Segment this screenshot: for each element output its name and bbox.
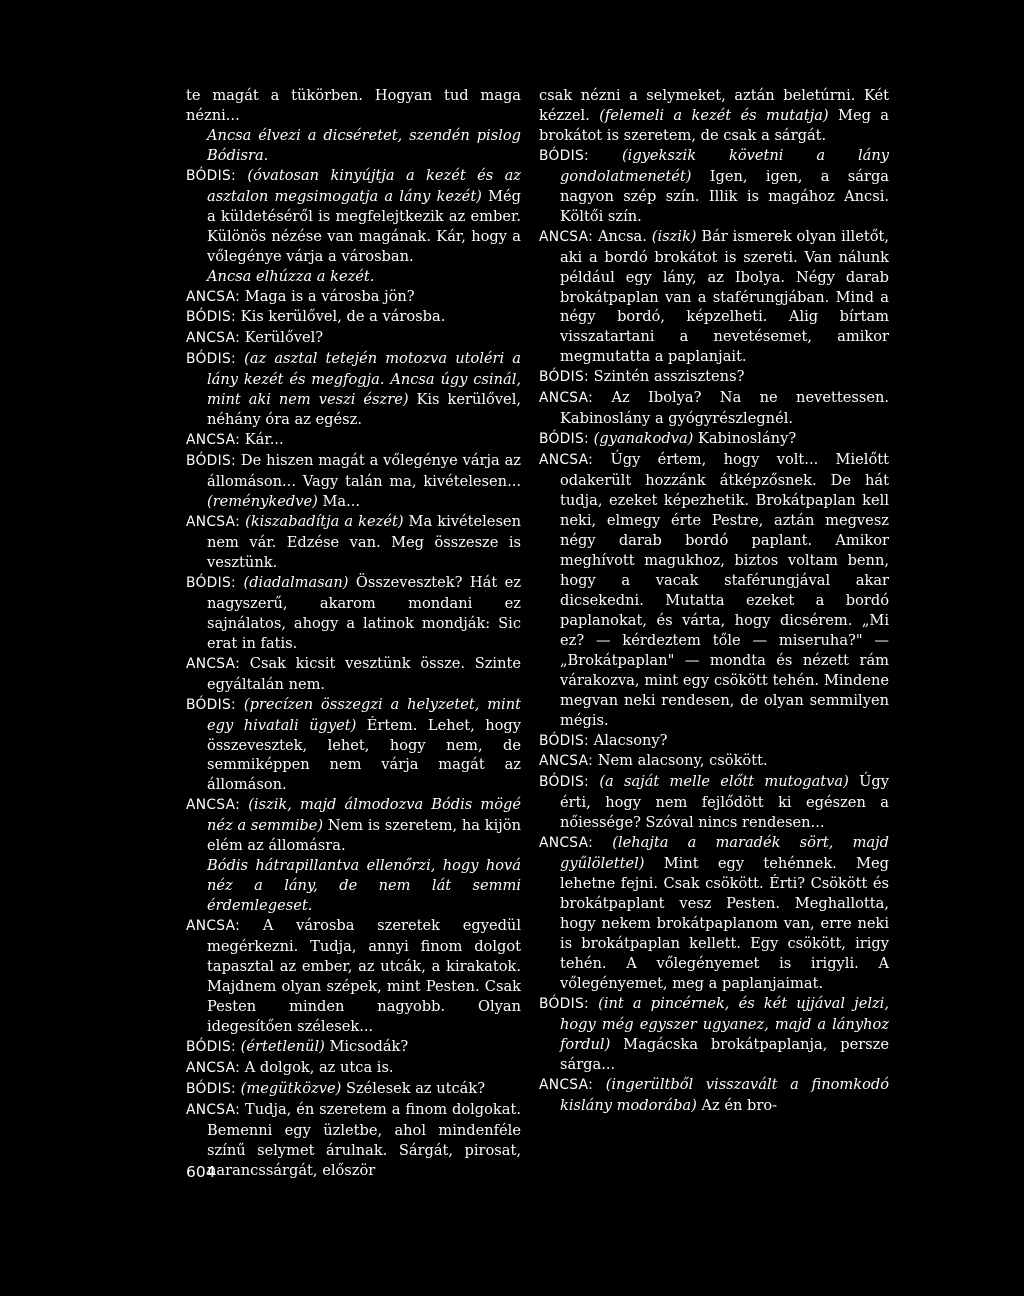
stage-note: (iszik) [651,227,697,245]
speaker-name: ANCSA: [186,918,263,935]
spoken-text: Szélesek az utcák? [341,1079,486,1097]
dialogue-line [186,430,521,451]
speaker-name: ANCSA: [186,288,245,305]
spoken-text: Az én bro- [696,1096,778,1114]
speaker-name: BÓDIS: [186,351,245,368]
spoken-text: A dolgok, az utca is. [244,1058,394,1076]
speaker-name: BÓDIS: [539,369,594,386]
stage-note: Bódis hátrapillantva ellenőrzi, hogy hová néz a lány, de nem lát semmi érdemlegeset. [207,857,521,915]
speaker-name: ANCSA: [186,432,245,449]
spoken-text: A városba szeretek egyedül megérkezni. Tudja, annyi finom dolgot tapasztal az ember, az utcák, a kirakatok. Majdnem olyan szépek, mint Pesten. Csak Pesten minden nagyobb. Olyan idegesítően szélesek... [207,917,521,1035]
stage-direction [186,267,521,287]
dialogue-line [186,1058,521,1079]
spoken-text: Értem. Lehet, hogy összevesztek, lehet, hogy nem, de semmiképpen nem várja magát az állomáson. [207,716,522,794]
spoken-text: Még a küldetéséről is megfelejtkezik az ember. Különös nézése van magának. Kár, hogy a vőlegénye várja a városban. [207,187,521,265]
stage-note: Ancsa élvezi a dicséretet, szendén pislog Bódisra. [207,126,521,164]
speaker-name: ANCSA: [539,452,611,469]
speaker-name: ANCSA: [186,797,249,814]
speaker-name: BÓDIS: [539,774,600,791]
spoken-text: Csak kicsit vesztünk össze. Szinte egyáltalán nem. [207,654,521,693]
spoken-text: Kerülővel? [244,329,324,347]
dialogue-line [186,287,521,308]
dialogue-line [186,166,521,267]
speaker-name: ANCSA: [539,753,598,770]
spoken-text: Meg a brokátot is szeretem, de csak a sárgát. [539,106,889,144]
spoken-text: Tudja, én szeretem a finom dolgokat. Bemenni egy üzletbe, ahol mindenféle színű selymet árulnak. Sárgát, pirosat, narancssárgát, először [207,1100,521,1179]
speaker-name: BÓDIS: [539,431,594,448]
speaker-name: BÓDIS: [186,453,241,470]
speaker-name: BÓDIS: [186,1038,241,1055]
dialogue-line [539,429,889,450]
spoken-text: Az Ibolya? Na ne nevettessen. Kabinoslány a gyógyrészlegnél. [560,389,889,428]
stage-note: (az asztal tetején motozva utoléri a lány kezét és megfogja. Ancsa úgy csinál, mint aki nem veszi észre) [207,350,522,409]
spoken-text: Alacsony? [593,731,668,749]
stage-note: (kiszabadítja a kezét) [245,513,404,531]
dialogue-line [186,328,521,349]
speaker-name: BÓDIS: [539,995,599,1012]
page-number: 604 [186,1163,216,1181]
spoken-text: Maga is a városba jön? [244,287,415,305]
dialogue-line [186,349,521,430]
dialogue-line [539,1075,889,1116]
right-column [539,86,889,1116]
stage-note: (int a pincérnek, és két ujjával jelzi, hogy még egyszer ugyanez, majd a lányhoz fordul) [560,994,889,1053]
speaker-name: ANCSA: [539,1076,606,1093]
spoken-text: Kis kerülővel, de a városba. [240,308,446,326]
speaker-name: ANCSA: [539,390,612,407]
dialogue-line [539,450,889,730]
spoken-text: csak nézni a selymeket, aztán beletúrni. Két kézzel. [539,87,889,124]
spoken-text: Magácska brokátpaplanja, persze sárga... [560,1035,889,1073]
speaker-name: BÓDIS: [186,1080,241,1097]
dialogue-line [186,695,521,796]
speaker-name: BÓDIS: [186,696,244,713]
stage-note: (óvatosan kinyújtja a kezét és az asztalon megsimogatja a lány kezét) [207,166,521,205]
dialogue-line [539,994,889,1075]
spoken-text: Nem alacsony, csökött. [597,752,768,770]
spoken-text: Ancsa. [597,227,652,245]
speaker-name: ANCSA: [186,514,246,531]
speaker-name: BÓDIS: [186,167,248,184]
stage-note: (lehajta a maradék sört, majd gyűlölettel) [560,834,889,873]
spoken-text: Összevesztek? Hát ez nagyszerű, akarom mondani ez sajnálatos, ahogy a latinok mondják: Sic erat in fatis. [207,573,522,652]
speaker-name: BÓDIS: [539,732,594,749]
speaker-name: ANCSA: [186,1101,245,1118]
spoken-text: Úgy érti, hogy nem fejlődött ki egészen a nőiessége? Szóval nincs rendesen... [560,773,889,832]
speaker-name: ANCSA: [539,228,598,245]
spoken-text: Szintén asszisztens? [593,368,745,386]
stage-note: (reménykedve) [207,493,318,511]
stage-note: (diadalmasan) [243,573,349,591]
dialogue-line [539,146,889,227]
speaker-name: ANCSA: [186,655,250,672]
stage-note: (értetlenül) [240,1037,325,1055]
speaker-name: ANCSA: [186,1059,245,1076]
dialogue-line [539,833,889,994]
spoken-text: De hiszen magát a vőlegénye várja az állomáson... Vagy talán ma, kivételesen... [207,452,522,491]
dialogue-line [186,1037,521,1058]
speaker-name: ANCSA: [539,835,613,852]
dialogue-line [186,307,521,328]
dialogue-line [186,1100,521,1181]
dialogue-line [186,795,521,856]
speaker-name: BÓDIS: [186,574,244,591]
dialogue-line [186,512,521,573]
stage-direction [186,126,521,166]
dialogue-line [186,1079,521,1100]
dialogue-line [186,916,521,1037]
spoken-text: Mint egy tehénnek. Meg lehetne fejni. Csak csökött. Érti? Csökött és brokátpaplant vesz Pesten. Meghallotta, hogy nekem brokátpaplanom van, erre neki is brokátpaplan kellett. Egy csökött, irigy tehén. A vőlegényemet is irigyli. A vőlegényemet, meg a paplanjaimat. [560,855,889,992]
spoken-text: Kabinoslány? [693,430,797,448]
spoken-text: Nem is szeretem, ha kijön elém az állomásra. [207,817,521,855]
spoken-text: Micsodák? [324,1037,409,1055]
text-paragraph [539,86,889,146]
stage-note: (felemeli a kezét és mutatja) [599,106,829,124]
stage-note: (a saját melle előtt mutogatva) [599,773,849,791]
dialogue-line [186,573,521,654]
dialogue-line [539,227,889,368]
spoken-text: Ma... [317,493,361,511]
dialogue-line [186,654,521,695]
stage-note: (igyekszik követni a lány gondolatmenetét) [560,146,889,185]
spoken-text: Igen, igen, a sárga nagyon szép szín. Illik is magához Ancsi. Költői szín. [560,167,889,225]
stage-note: Ancsa elhúzza a kezét. [207,267,375,285]
speaker-name: ANCSA: [186,330,245,347]
dialogue-line [186,451,521,512]
left-column [186,86,521,1180]
text-paragraph [186,86,521,126]
spoken-text: Ma kivételesen nem vár. Edzése van. Meg összesze is vesztünk. [207,513,521,571]
spoken-text: Bár ismerek olyan illetőt, aki a bordó brokátot is szereti. Van nálunk például egy lány, az Ibolya. Négy darab brokátpaplan van a staférungjában. Mind a négy bordó, képzelheti. Alig bírtam visszatartani a nevetésemet, amikor megmutatta a paplanjait. [560,227,889,366]
dialogue-line [539,772,889,833]
spoken-text: Úgy értem, hogy volt... Mielőtt odakerült hozzánk átképzősnek. De hát tudja, ezeket képezhetik. Brokátpaplan kell neki, elmegy érte Pestre, aztán megvesz négy darab bordó paplant. Amikor meghívott magukhoz, biztos voltam benn, hogy a vacak staférungjával akar dicsekedni. Mutatta ezeket a bordó paplanokat, és várta, hogy dicsérem. „Mi ez? — kérdeztem tőle — miseruha?" — „Brokátpaplan" — mondta és nézett rám várakozva, mint egy csökött tehén. Mindene megvan neki rendesen, de olyan semmilyen mégis. [560,451,889,729]
dialogue-line [539,751,889,772]
dialogue-line [539,367,889,388]
spoken-text: Kár... [244,431,284,449]
spoken-text: Kis kerülővel, néhány óra az egész. [207,391,521,429]
speaker-name: BÓDIS: [539,147,622,164]
spoken-text: te magát a tükörben. Hogyan tud maga nézni... [186,87,521,124]
stage-direction [186,856,521,916]
stage-note: (megütközve) [240,1079,342,1097]
stage-note: (ingerültből visszavált a finomkodó kislány modorába) [560,1075,889,1114]
dialogue-line [539,388,889,429]
stage-note: (precízen összegzi a helyzetet, mint egy hivatali ügyet) [207,695,521,734]
dialogue-line [539,731,889,752]
speaker-name: BÓDIS: [186,309,241,326]
stage-note: (iszik, majd álmodozva Bódis mögé néz a semmibe) [207,796,521,835]
stage-note: (gyanakodva) [593,430,694,448]
